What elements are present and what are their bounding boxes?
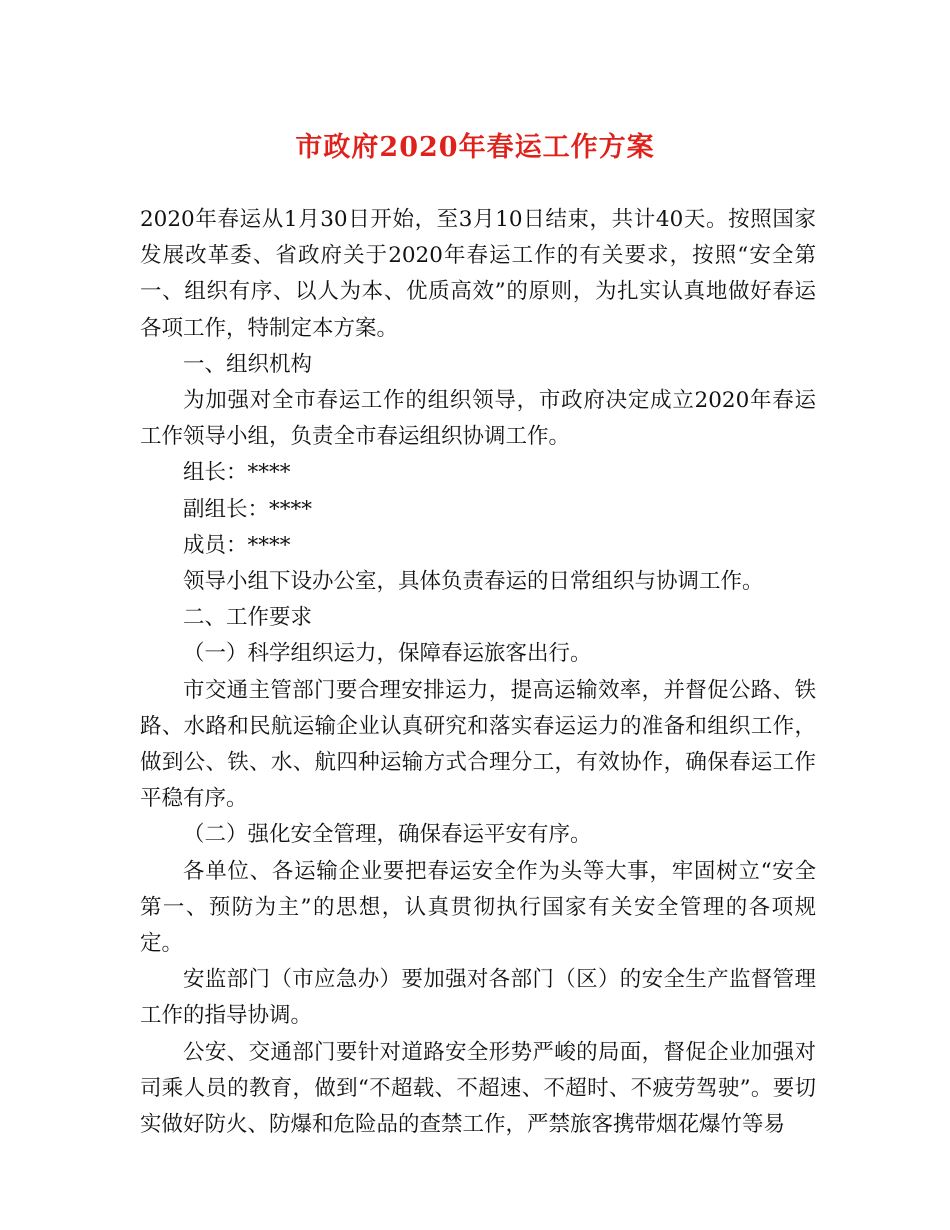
- paragraph-leading-group: 为加强对全市春运工作的组织领导，市政府决定成立2020年春运工作领导小组，负责全市春运组织协调工作。: [140, 388, 816, 450]
- subheading-transport-capacity: （一）科学组织运力，保障春运旅客出行。: [183, 641, 592, 667]
- paragraph-safety-supervision: 安监部门（市应急办）要加强对各部门（区）的安全生产监督管理工作的指导协调。: [140, 967, 816, 1029]
- paragraph-safety-priority: 各单位、各运输企业要把春运安全作为头等大事，牢固树立“安全第一、预防为主”的思想，认真贯彻执行国家有关安全管理的各项规定。: [140, 858, 816, 957]
- paragraph-road-safety: 公安、交通部门要针对道路安全形势严峻的局面，督促企业加强对司乘人员的教育，做到“不超载、不超速、不超时、不疲劳驾驶”。要切实做好防火、防爆和危险品的查禁工作，严禁旅客携带烟花爆竹等易: [140, 1039, 816, 1138]
- deputy-leader-line: 副组长：****: [183, 496, 313, 522]
- subheading-safety-management: （二）强化安全管理，确保春运平安有序。: [183, 822, 592, 848]
- document-body: [140, 202, 816, 1143]
- members-line: 成员：****: [183, 532, 291, 558]
- intro-paragraph: 2020年春运从1月30日开始，至3月10日结束，共计40天。按照国家发展改革委、省政府关于2020年春运工作的有关要求，按照“安全第一、组织有序、以人为本、优质高效”的原则，为扎实认真地做好春运各项工作，特制定本方案。: [140, 207, 816, 341]
- paragraph-transport-capacity: 市交通主管部门要合理安排运力，提高运输效率，并督促公路、铁路、水路和民航运输企业认真研究和落实春运运力的准备和组织工作，做到公、铁、水、航四种运输方式合理分工，有效协作，确保春运工作平稳有序。: [140, 677, 816, 812]
- group-leader-line: 组长：****: [183, 460, 291, 486]
- section-heading-requirements: 二、工作要求: [183, 605, 313, 631]
- section-heading-organization: 一、组织机构: [183, 351, 313, 377]
- office-paragraph: 领导小组下设办公室，具体负责春运的日常组织与协调工作。: [183, 569, 764, 595]
- document-title: 市政府2020年春运工作方案: [295, 132, 655, 163]
